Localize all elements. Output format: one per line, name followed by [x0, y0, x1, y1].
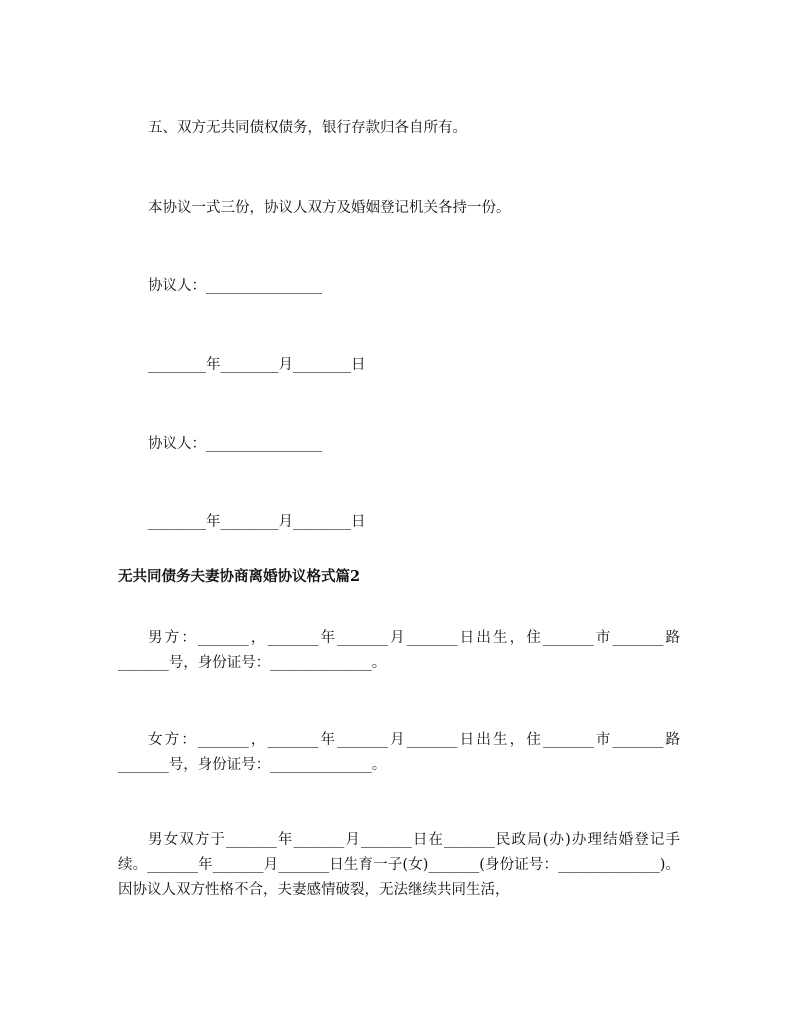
male-party-paragraph: 男方：_______，_______年_______月_______日出生，住_______市_______路_______号，身份证号：______________。	[118, 630, 680, 671]
date-line-2: ________年________月________日	[148, 514, 366, 530]
marriage-paragraph: 男女双方于_______年_______月_______日在_______民政局(办)办理结婚登记手续。_______年_______月_______日生育一子(女)_______(身份证号：______________)。因协议人双方性格不合，夫妻感情破裂，无法继续共同生活，	[118, 832, 680, 898]
section-heading: 无共同债务夫妻协商离婚协议格式篇2	[118, 568, 361, 585]
clause-5-paragraph: 五、双方无共同债权债务，银行存款归各自所有。	[148, 120, 467, 136]
date-line-1: ________年________月________日	[148, 357, 366, 373]
copies-paragraph: 本协议一式三份，协议人双方及婚姻登记机关各持一份。	[148, 200, 511, 216]
signer-line-1: 协议人：________________	[148, 278, 322, 294]
signer-line-2: 协议人：________________	[148, 436, 322, 452]
female-party-paragraph: 女方：_______，_______年_______月_______日出生，住_______市_______路_______号，身份证号：______________。	[118, 732, 680, 773]
